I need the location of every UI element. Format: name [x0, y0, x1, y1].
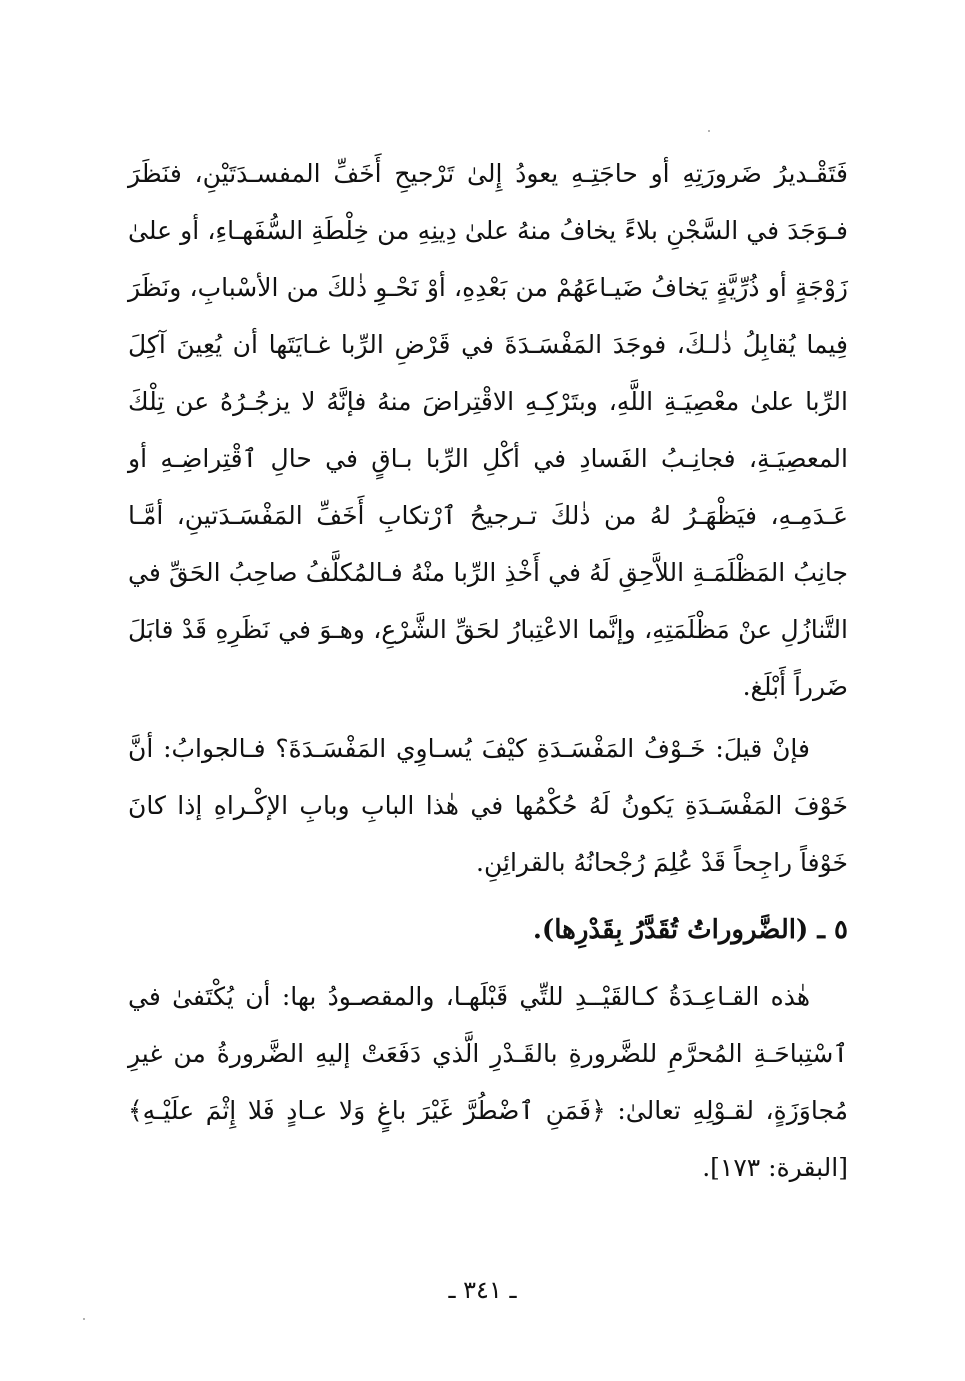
scan-speck: [83, 1318, 85, 1320]
page-number: ـ ٣٤١ ـ: [448, 1276, 517, 1304]
section-heading: ٥ ـ (الضَّروراتُ تُقَدَّرُ بِقَدْرِها).: [532, 915, 848, 945]
scan-speck: [708, 130, 710, 132]
body-paragraph-1: فَتَقْـديرُ ضَرورَتِهِ أو حاجَتِـهِ يعودُ إِلىٰ تَرْجيحِ أَخَفِّ المفسـدَتَيْنِ، فنَظَرَ فـوَجَدَ في السَّجْنِ بلاءً يخافُ منهُ علىٰ دِينِهِ من خِلْطَةِ السُّفَهـاءِ، أو علىٰ زَوْجَةٍ أو ذُرِّيَّةٍ يَخافُ ضَيـاعَهُمْ من بَعْدِهِ، أوْ نَحْـوِ ذٰلكَ من الأسْبابِ، ونَظَرَ فِيما يُقابِلُ ذٰلـكَ، فوجَدَ المَفْسَـدَةَ في قَرْضِ الرِّبا غـايَتَها أن يُعِينَ آكِلَ الرِّبا علىٰ معْصِيَـةِ اللَّهِ، وبتَرْكِـهِ الاقْتِراضَ منهُ فإنَّهُ لا يزجُـرُهُ عن تِلْكَ المعصِيَـةِ، فجانِـبُ الفَسادِ في أكْلِ الرِّبا بـاقٍ في حالِ ٱقْتِراضِـهِ أو عَـدَمِـهِ، فيَظْهَـرُ لهُ من ذٰلكَ تـرجيحُ ٱرْتكابِ أَخَفِّ المَفْسَـدَتينِ، أمَّـا جانِبُ المَظْلَمَـةِ اللاَّحِقِ لَهُ في أَخْذِ الرِّبا منْهُ فـالمُكلَّفُ صاحِبُ الحَقِّ في التَّنازُلِ عنْ مَظْلَمَتِهِ، وإنَّما الاعْتِبارُ لحَقِّ الشَّرْعِ، وهـوَ في نَظَرِهِ قَدْ قابَلَ ضَرراً أَبْلَغ.: [128, 159, 848, 701]
body-paragraph-2: فإنْ قيلَ: خَـوْفُ المَفْسَـدَةِ كيْفَ يُسـاوِي المَفْسَـدَةَ؟ فـالجوابُ: أنَّ خَوْفَ المَفْسَـدَةِ يَكونُ لَهُ حُكْمُها في هٰذا البابِ وبابِ الإكْـراهِ إذا كانَ خَوْفاً راجِحاً قَدْ عُلِمَ رُجْحانُهُ بالقرائِنِ.: [128, 734, 848, 877]
body-paragraph-3: هٰذه القـاعِـدَةُ كـالقَيْــدِ للتِّي قَبْلَهـا، والمقصـودُ بها: أن يُكْتَفىٰ في ٱسْتِباحَـةِ المُحرَّمِ للضَّرورةِ بالقَـدْرِ الَّذي دَفَعَتْ إليهِ الضَّرورةُ من غيرِ مُجاوَزَةٍ، لقـوْلِهِ تعالىٰ: ﴿فَمَنِ ٱضْطُرَّ غَيْرَ باغٍ وَلا عـادٍ فَلا إِثْمَ علَيْـهِ﴾ [البقرة: ١٧٣].: [128, 982, 849, 1182]
